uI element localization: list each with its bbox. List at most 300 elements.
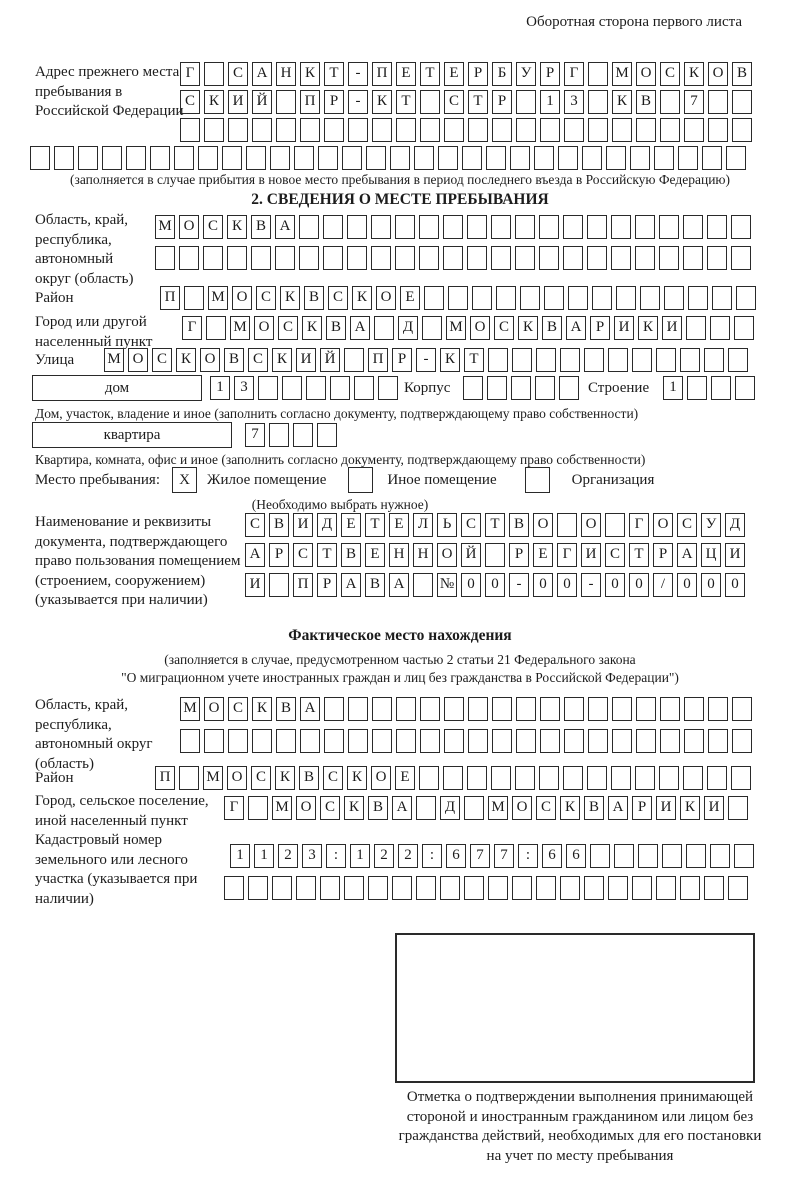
checkbox-organization	[525, 467, 550, 493]
char-cell	[564, 729, 584, 753]
char-cell	[468, 729, 488, 753]
char-cell	[632, 876, 652, 900]
region-row-1	[155, 215, 751, 239]
char-cell	[420, 118, 440, 142]
stroenie-label: Строение	[588, 380, 650, 396]
char-cell	[592, 286, 612, 310]
char-cell: :	[518, 844, 538, 868]
char-cell	[320, 876, 340, 900]
char-cell	[683, 766, 703, 790]
char-cell	[275, 246, 295, 270]
char-cell	[659, 766, 679, 790]
char-cell	[467, 246, 487, 270]
char-cell: К	[204, 90, 224, 114]
char-cell	[732, 118, 752, 142]
char-cell: А	[389, 573, 409, 597]
char-cell: Й	[252, 90, 272, 114]
char-cell	[252, 118, 272, 142]
char-cell: М	[208, 286, 228, 310]
char-cell: Г	[557, 543, 577, 567]
char-cell	[612, 118, 632, 142]
char-cell: А	[300, 697, 320, 721]
char-cell: Р	[632, 796, 652, 820]
char-cell	[678, 146, 698, 170]
char-cell	[485, 543, 505, 567]
char-cell: 6	[566, 844, 586, 868]
char-cell: Т	[324, 62, 344, 86]
char-cell	[348, 118, 368, 142]
char-cell	[491, 215, 511, 239]
document-label: Наименование и реквизиты документа, подтверждающего право пользования помещением (строением, сооружением) (указывается при наличии)	[35, 514, 241, 608]
char-cell	[438, 146, 458, 170]
char-cell: К	[302, 316, 322, 340]
char-cell: М	[612, 62, 632, 86]
char-cell	[371, 246, 391, 270]
option-residential-label: Жилое помещение	[207, 472, 327, 488]
char-cell	[732, 729, 752, 753]
char-cell	[660, 729, 680, 753]
char-cell: П	[293, 573, 313, 597]
char-cell	[422, 316, 442, 340]
char-cell	[54, 146, 74, 170]
char-cell: Й	[320, 348, 340, 372]
char-cell: А	[566, 316, 586, 340]
char-cell	[420, 697, 440, 721]
char-cell	[486, 146, 506, 170]
cadastral-row-1	[230, 844, 754, 868]
char-cell: В	[251, 215, 271, 239]
char-cell	[246, 146, 266, 170]
char-cell: С	[605, 543, 625, 567]
char-cell	[563, 766, 583, 790]
char-cell: О	[636, 62, 656, 86]
char-cell	[204, 729, 224, 753]
region-label: Область, край, республика, автономный округ (область)	[35, 212, 134, 287]
char-cell	[536, 876, 556, 900]
char-cell	[468, 697, 488, 721]
char-cell	[540, 729, 560, 753]
char-cell: 0	[533, 573, 553, 597]
char-cell	[704, 876, 724, 900]
char-cell: 0	[701, 573, 721, 597]
char-cell	[126, 146, 146, 170]
char-cell: 2	[398, 844, 418, 868]
char-cell	[558, 146, 578, 170]
char-cell: 1	[230, 844, 250, 868]
char-cell	[704, 348, 724, 372]
char-cell: -	[509, 573, 529, 597]
char-cell: 1	[254, 844, 274, 868]
char-cell	[414, 146, 434, 170]
char-cell	[324, 697, 344, 721]
char-cell: В	[368, 796, 388, 820]
char-cell	[588, 729, 608, 753]
char-cell	[587, 215, 607, 239]
char-cell: И	[662, 316, 682, 340]
char-cell	[413, 573, 433, 597]
char-cell: К	[227, 215, 247, 239]
char-cell	[467, 766, 487, 790]
char-cell	[588, 90, 608, 114]
char-cell	[708, 697, 728, 721]
char-cell: К	[440, 348, 460, 372]
char-cell	[735, 376, 755, 400]
char-cell	[155, 246, 175, 270]
char-cell	[443, 215, 463, 239]
char-cell	[612, 697, 632, 721]
char-cell: 0	[629, 573, 649, 597]
char-cell	[536, 348, 556, 372]
char-cell	[734, 844, 754, 868]
char-cell	[731, 766, 751, 790]
char-cell: Т	[365, 513, 385, 537]
char-cell	[659, 215, 679, 239]
char-cell	[516, 90, 536, 114]
char-cell	[560, 876, 580, 900]
char-cell: 7	[470, 844, 490, 868]
char-cell	[392, 876, 412, 900]
char-cell: Т	[464, 348, 484, 372]
char-cell: В	[299, 766, 319, 790]
char-cell	[342, 146, 362, 170]
char-cell	[372, 697, 392, 721]
char-cell: К	[347, 766, 367, 790]
char-cell	[419, 766, 439, 790]
char-cell: А	[341, 573, 361, 597]
char-cell	[540, 118, 560, 142]
actual-city-label: Город, сельское поселение, иной населенный пункт	[35, 793, 209, 829]
char-cell: С	[248, 348, 268, 372]
char-cell: Н	[389, 543, 409, 567]
char-cell: К	[280, 286, 300, 310]
char-cell: И	[725, 543, 745, 567]
char-cell: :	[326, 844, 346, 868]
char-cell	[179, 246, 199, 270]
char-cell	[371, 215, 391, 239]
char-cell	[448, 286, 468, 310]
char-cell: О	[200, 348, 220, 372]
apartment-box-label: квартира	[32, 422, 232, 448]
char-cell	[463, 376, 483, 400]
char-cell	[444, 729, 464, 753]
char-cell: Г	[180, 62, 200, 86]
document-row-2	[245, 543, 745, 567]
char-cell: К	[518, 316, 538, 340]
apartment-note: Квартира, комната, офис и иное (заполнить согласно документу, подтверждающему право собственности)	[35, 452, 646, 467]
char-cell	[515, 246, 535, 270]
char-cell	[293, 423, 313, 447]
char-cell	[660, 118, 680, 142]
street-row	[104, 348, 748, 372]
char-cell	[635, 215, 655, 239]
city-row	[182, 316, 754, 340]
char-cell	[419, 215, 439, 239]
char-cell: -	[348, 62, 368, 86]
char-cell	[512, 876, 532, 900]
char-cell	[269, 423, 289, 447]
char-cell	[276, 90, 296, 114]
char-cell	[324, 118, 344, 142]
char-cell	[614, 844, 634, 868]
char-cell	[664, 286, 684, 310]
char-cell	[590, 844, 610, 868]
char-cell: Р	[590, 316, 610, 340]
stay-type-row	[35, 467, 654, 493]
char-cell	[708, 118, 728, 142]
char-cell: К	[252, 697, 272, 721]
char-cell: А	[677, 543, 697, 567]
char-cell: -	[581, 573, 601, 597]
char-cell	[344, 876, 364, 900]
char-cell	[102, 146, 122, 170]
char-cell: П	[368, 348, 388, 372]
char-cell: А	[252, 62, 272, 86]
char-cell: П	[160, 286, 180, 310]
char-cell	[424, 286, 444, 310]
char-cell	[588, 118, 608, 142]
char-cell: Н	[276, 62, 296, 86]
char-cell: 0	[461, 573, 481, 597]
char-cell: Н	[413, 543, 433, 567]
char-cell	[734, 316, 754, 340]
char-cell: С	[677, 513, 697, 537]
char-cell: Г	[182, 316, 202, 340]
char-cell	[636, 729, 656, 753]
char-cell	[184, 286, 204, 310]
char-cell: П	[300, 90, 320, 114]
char-cell: С	[228, 697, 248, 721]
char-cell: М	[272, 796, 292, 820]
actual-district-row	[155, 766, 751, 790]
region-row-2	[155, 246, 751, 270]
char-cell	[516, 118, 536, 142]
char-cell	[251, 246, 271, 270]
char-cell: Р	[509, 543, 529, 567]
char-cell	[491, 246, 511, 270]
char-cell: Т	[629, 543, 649, 567]
char-cell	[492, 729, 512, 753]
cadastral-row-2	[224, 876, 748, 900]
char-cell	[323, 215, 343, 239]
char-cell: А	[608, 796, 628, 820]
city-label: Город или другой населенный пункт	[35, 314, 153, 350]
char-cell: К	[680, 796, 700, 820]
char-cell	[179, 766, 199, 790]
char-cell	[680, 348, 700, 372]
char-cell	[732, 697, 752, 721]
char-cell: Р	[492, 90, 512, 114]
previous-address-row-3	[180, 118, 752, 142]
char-cell	[687, 376, 707, 400]
char-cell: С	[444, 90, 464, 114]
char-cell	[516, 697, 536, 721]
char-cell: 0	[485, 573, 505, 597]
char-cell	[711, 376, 731, 400]
char-cell: П	[155, 766, 175, 790]
char-cell: О	[227, 766, 247, 790]
char-cell: В	[326, 316, 346, 340]
char-cell	[683, 215, 703, 239]
char-cell	[492, 697, 512, 721]
char-cell	[347, 246, 367, 270]
char-cell	[420, 729, 440, 753]
char-cell: Р	[392, 348, 412, 372]
char-cell	[472, 286, 492, 310]
char-cell: М	[155, 215, 175, 239]
char-cell: 7	[494, 844, 514, 868]
char-cell	[396, 118, 416, 142]
char-cell: Д	[398, 316, 418, 340]
char-cell: 0	[677, 573, 697, 597]
char-cell: О	[376, 286, 396, 310]
char-cell: С	[251, 766, 271, 790]
char-cell: О	[296, 796, 316, 820]
char-cell: К	[272, 348, 292, 372]
char-cell: К	[612, 90, 632, 114]
house-box-label: дом	[32, 375, 202, 401]
char-cell	[563, 215, 583, 239]
char-cell: К	[638, 316, 658, 340]
char-cell	[544, 286, 564, 310]
char-cell	[539, 215, 559, 239]
char-cell: Е	[400, 286, 420, 310]
char-cell: В	[509, 513, 529, 537]
char-cell: И	[614, 316, 634, 340]
char-cell	[492, 118, 512, 142]
char-cell	[269, 573, 289, 597]
char-cell: В	[365, 573, 385, 597]
char-cell	[252, 729, 272, 753]
char-cell	[354, 376, 374, 400]
char-cell: М	[104, 348, 124, 372]
char-cell	[204, 118, 224, 142]
char-cell	[540, 697, 560, 721]
char-cell: О	[512, 796, 532, 820]
char-cell: 7	[684, 90, 704, 114]
stroenie-row	[663, 376, 755, 400]
previous-address-row-2	[180, 90, 752, 114]
char-cell: Р	[468, 62, 488, 86]
char-cell: С	[461, 513, 481, 537]
char-cell	[662, 844, 682, 868]
char-cell: О	[128, 348, 148, 372]
char-cell: В	[304, 286, 324, 310]
char-cell	[684, 118, 704, 142]
char-cell: В	[636, 90, 656, 114]
char-cell: -	[348, 90, 368, 114]
char-cell: С	[180, 90, 200, 114]
char-cell: М	[230, 316, 250, 340]
char-cell	[710, 316, 730, 340]
district-row	[160, 286, 756, 310]
char-cell	[317, 423, 337, 447]
char-cell	[299, 246, 319, 270]
char-cell: 6	[542, 844, 562, 868]
char-cell	[684, 697, 704, 721]
char-cell: А	[392, 796, 412, 820]
char-cell	[660, 697, 680, 721]
char-cell	[708, 729, 728, 753]
char-cell: Д	[725, 513, 745, 537]
char-cell	[656, 876, 676, 900]
char-cell: К	[176, 348, 196, 372]
char-cell: В	[224, 348, 244, 372]
char-cell	[306, 376, 326, 400]
char-cell	[203, 246, 223, 270]
char-cell	[258, 376, 278, 400]
char-cell: С	[256, 286, 276, 310]
char-cell: К	[352, 286, 372, 310]
char-cell: Р	[653, 543, 673, 567]
char-cell	[396, 697, 416, 721]
char-cell: -	[416, 348, 436, 372]
char-cell	[588, 697, 608, 721]
char-cell	[368, 876, 388, 900]
char-cell: 7	[245, 423, 265, 447]
char-cell: Е	[396, 62, 416, 86]
char-cell	[395, 215, 415, 239]
char-cell: С	[328, 286, 348, 310]
char-cell: Д	[317, 513, 337, 537]
char-cell	[660, 90, 680, 114]
char-cell: К	[372, 90, 392, 114]
char-cell: М	[446, 316, 466, 340]
house-note: Дом, участок, владение и иное (заполнить согласно документу, подтверждающему право собственности)	[35, 406, 639, 421]
char-cell	[654, 146, 674, 170]
char-cell	[390, 146, 410, 170]
char-cell	[612, 729, 632, 753]
char-cell	[656, 348, 676, 372]
char-cell: О	[581, 513, 601, 537]
char-cell: С	[660, 62, 680, 86]
char-cell	[222, 146, 242, 170]
char-cell: С	[228, 62, 248, 86]
stay-type-label: Место пребывания:	[35, 472, 160, 488]
char-cell	[636, 697, 656, 721]
char-cell: В	[269, 513, 289, 537]
char-cell	[468, 118, 488, 142]
char-cell: П	[372, 62, 392, 86]
char-cell	[688, 286, 708, 310]
char-cell	[180, 729, 200, 753]
char-cell: А	[350, 316, 370, 340]
char-cell	[248, 876, 268, 900]
char-cell: Т	[317, 543, 337, 567]
char-cell: О	[371, 766, 391, 790]
char-cell: 1	[210, 376, 230, 400]
char-cell	[248, 796, 268, 820]
char-cell	[516, 729, 536, 753]
char-cell	[300, 729, 320, 753]
char-cell: Е	[444, 62, 464, 86]
char-cell	[344, 348, 364, 372]
char-cell	[632, 348, 652, 372]
char-cell	[443, 766, 463, 790]
checkbox-other-premises	[348, 467, 373, 493]
char-cell	[464, 876, 484, 900]
char-cell: Д	[440, 796, 460, 820]
char-cell	[731, 246, 751, 270]
char-cell	[686, 316, 706, 340]
char-cell: 3	[234, 376, 254, 400]
stamp-box	[395, 933, 755, 1083]
option-other-premises-label: Иное помещение	[387, 472, 497, 488]
char-cell	[563, 246, 583, 270]
char-cell	[318, 146, 338, 170]
char-cell: 3	[302, 844, 322, 868]
char-cell	[296, 876, 316, 900]
char-cell	[372, 729, 392, 753]
